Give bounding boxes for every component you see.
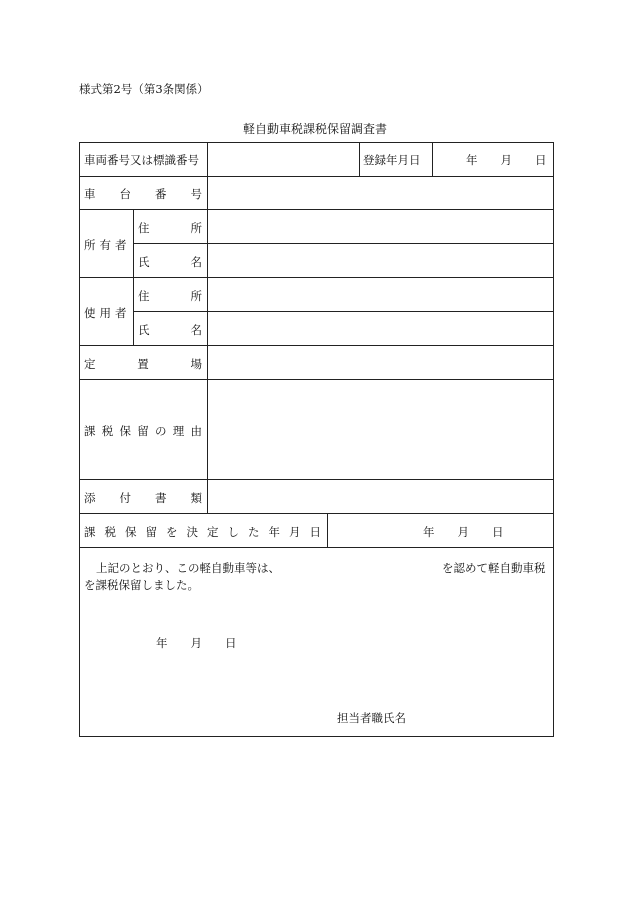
user-name-char-1: 氏 [138,323,150,337]
statement-line1-left: 上記のとおり、この軽自動車等は、 [96,561,280,575]
user-name-label [138,322,202,338]
chassis-char-4: 号 [190,187,202,201]
attachments-char-1: 添 [84,491,96,505]
statement-date: 年 月 日 [156,636,237,650]
reason-char-2: 税 [101,424,114,438]
decision-char-1: 課 [84,525,96,539]
decision-char-5: を [166,525,178,539]
decision-char-12: 日 [309,525,321,539]
user-address-label [138,288,202,304]
decision-char-2: 税 [104,525,116,539]
decision-char-8: し [227,525,239,539]
statement-line1-right: を認めて軽自動車税 [442,561,546,575]
official-name-label: 担当者職氏名 [337,711,406,725]
decision-date-value: 年 月 日 [423,525,504,539]
decision-char-10: 年 [268,525,280,539]
chassis-char-1: 車 [84,187,96,201]
storage-char-1: 定 [84,357,96,371]
attachments-label [84,490,202,506]
chassis-char-2: 台 [119,187,131,201]
attachments-char-4: 類 [190,491,202,505]
owner-label: 所有者 [84,238,131,252]
owner-name-char-1: 氏 [138,255,150,269]
reason-char-3: 保 [119,424,131,438]
reason-char-5: の [155,424,167,438]
vehicle-number-label: 車両番号又は標識番号 [84,153,199,167]
decision-char-3: 保 [125,525,137,539]
reason-char-7: 由 [190,424,202,438]
document-title: 軽自動車税課税保留調査書 [242,122,387,136]
form-id: 様式第2号（第3条関係） [79,82,209,96]
storage-char-3: 場 [190,357,202,371]
user-label: 使用者 [84,306,131,320]
attachments-char-3: 書 [155,491,167,505]
user-address-char-1: 住 [138,289,150,303]
reason-char-1: 課 [84,424,96,438]
user-address-char-2: 所 [190,289,202,303]
decision-char-9: た [248,525,260,539]
owner-address-label [138,220,202,236]
decision-char-6: 決 [186,525,198,539]
decision-date-label [84,524,321,540]
chassis-number-label [84,186,202,202]
reason-label [84,423,202,439]
attachments-char-2: 付 [119,491,131,505]
storage-place-label [84,356,202,372]
reason-char-6: 理 [172,424,185,438]
chassis-char-3: 番 [155,187,167,201]
decision-char-11: 月 [289,525,301,539]
reason-char-4: 留 [137,424,149,438]
owner-address-char-2: 所 [190,221,202,235]
decision-char-7: 定 [207,525,219,539]
owner-address-char-1: 住 [138,221,150,235]
registration-date-value: 年 月 日 [466,153,547,167]
storage-char-2: 置 [137,357,149,371]
owner-name-char-2: 名 [190,255,202,269]
registration-date-label: 登録年月日 [363,153,421,167]
decision-char-4: 留 [145,525,157,539]
owner-name-label [138,254,202,270]
statement-line2: を課税保留しました。 [84,578,199,592]
user-name-char-2: 名 [190,323,202,337]
